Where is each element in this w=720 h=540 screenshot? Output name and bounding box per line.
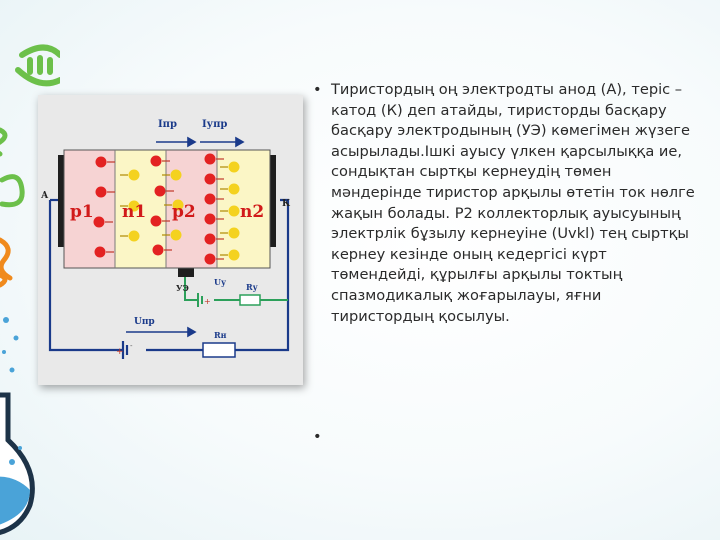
- electron-carrier: [129, 231, 140, 242]
- control-resistor-label: Rу: [246, 282, 258, 292]
- flask-icon: [0, 395, 32, 535]
- slide-text: [313, 80, 698, 327]
- orange-doodle-icon: [0, 240, 10, 285]
- thyristor-figure: [38, 95, 303, 385]
- load-resistor-label: Rн: [214, 330, 227, 340]
- region-p1-label: p1: [70, 202, 94, 222]
- forward-voltage-label: Uпр: [134, 317, 155, 327]
- hole-carrier: [205, 194, 216, 205]
- hole-carrier: [95, 247, 106, 258]
- electron-carrier: [229, 162, 240, 173]
- hole-carrier: [96, 187, 107, 198]
- electron-carrier: [229, 228, 240, 239]
- source-minus-sign: -: [130, 342, 133, 350]
- cathode-plate: [270, 155, 276, 247]
- bullet-marker: •: [313, 81, 322, 98]
- region-n1-label: n1: [122, 202, 147, 222]
- region-p2-label: p2: [172, 202, 196, 222]
- anode-label: А: [41, 191, 49, 201]
- dots-icon: [2, 317, 19, 373]
- control-plus-sign: +: [204, 297, 211, 306]
- bullet-paragraph: [313, 80, 698, 327]
- load-resistor: [203, 343, 235, 357]
- control-voltage-label: Uу: [214, 277, 227, 287]
- electron-carrier: [129, 170, 140, 181]
- hole-carrier: [153, 245, 164, 256]
- hole-carrier: [151, 156, 162, 167]
- region-n2-label: n2: [240, 202, 265, 222]
- control-current-label: Iупр: [202, 119, 228, 130]
- electron-carrier: [229, 184, 240, 195]
- hole-carrier: [96, 157, 107, 168]
- empty-bullet: •: [313, 428, 322, 445]
- squiggle-icon: [0, 130, 22, 205]
- thyristor-diagram: [38, 95, 303, 385]
- forward-current-label: Iпр: [158, 119, 177, 130]
- electron-carrier: [171, 230, 182, 241]
- electron-carrier: [229, 250, 240, 261]
- electron-carrier: [229, 206, 240, 217]
- hole-carrier: [151, 216, 162, 227]
- hole-carrier: [155, 186, 166, 197]
- paragraph-text: Тиристордың оң электродты анод (А), теріс – катод (К) деп атайды, тиристорды басқару басқару электродының (УЭ) көмегімен жүзеге асырылады.Ішкі ауысу үлкен қарсылыққа ие, сондықтан сыртқы кернеудің төмен мәндерінде тиристор арқылы өтетін ток нөлге жақын болады. Р2 коллекторлық ауысуының электрлік бұзылу кернеуіне (Uvkl) тең сыртқы кернеу кезінде оның кедергісі күрт төмендейді, құрылғы арқылы токтың спазмодикалық жоғарылауы, яғни тиристордың қосылуы.: [331, 81, 695, 325]
- cathode-label: К: [282, 199, 291, 209]
- anode-plate: [58, 155, 64, 247]
- electron-carrier: [171, 170, 182, 181]
- control-electrode-label: УЭ: [176, 283, 189, 293]
- source-plus-sign: +: [116, 347, 124, 357]
- hole-carrier: [205, 234, 216, 245]
- hand-doodle-icon: [18, 48, 60, 84]
- control-resistor: [240, 295, 260, 305]
- hole-carrier: [205, 154, 216, 165]
- hole-carrier: [205, 254, 216, 265]
- hole-carrier: [205, 214, 216, 225]
- hole-carrier: [205, 174, 216, 185]
- hole-carrier: [94, 217, 105, 228]
